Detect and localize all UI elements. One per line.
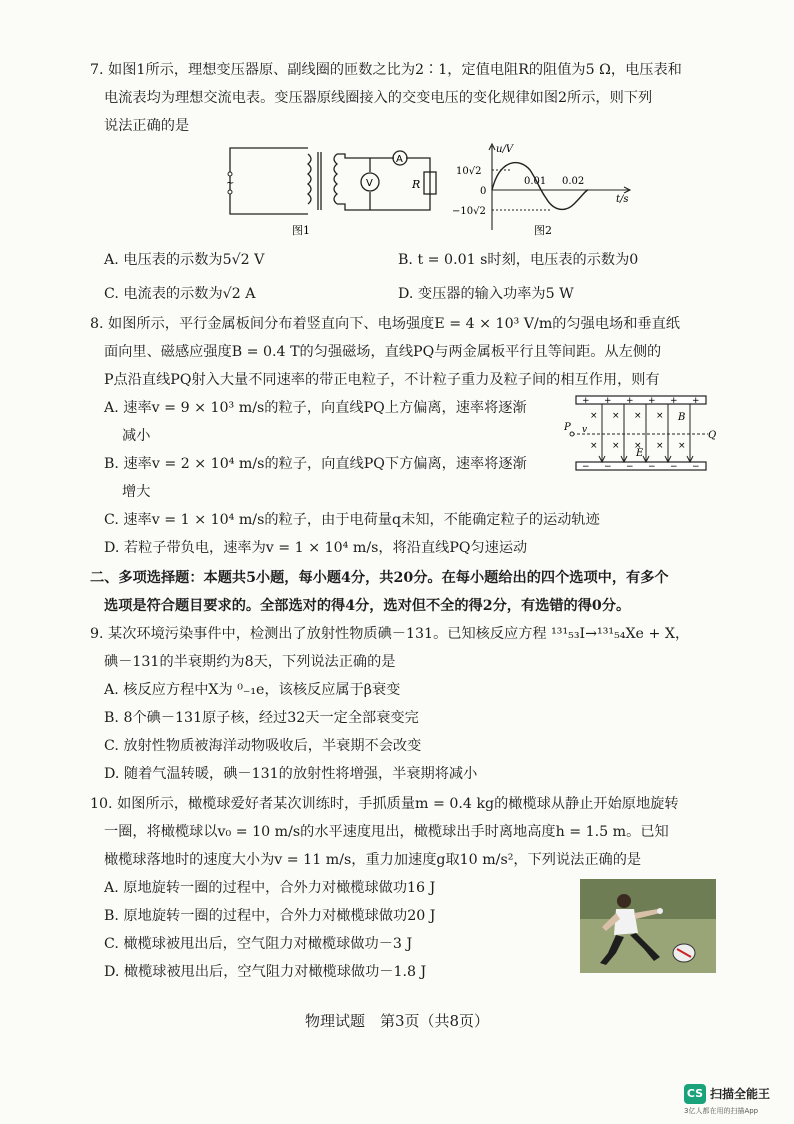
q10-option-a: A. 原地旋转一圈的过程中，合外力对橄榄球做功16 J bbox=[104, 880, 436, 896]
fig2-y-zero: 0 bbox=[480, 186, 487, 197]
plate-plus-2: + bbox=[604, 396, 612, 406]
q10-line-2: 一圈，将橄榄球以v₀ = 10 m/s的水平速度甩出，橄榄球出手时离地高度h = 1.5 m。已知 bbox=[104, 824, 669, 840]
b-cross: × bbox=[612, 441, 620, 451]
q9-line-1: 9. 某次环境污染事件中，检测出了放射性物质碘－131。已知核反应方程 ¹³¹₅₃I→¹³¹₅₄Xe + X， bbox=[90, 626, 690, 642]
b-cross: × bbox=[678, 441, 686, 451]
camscanner-watermark bbox=[684, 1082, 784, 1114]
q7-option-b: B. t = 0.01 s时刻，电压表的示数为0 bbox=[398, 252, 639, 268]
plate-plus-3: + bbox=[626, 396, 634, 406]
plate-minus-4: − bbox=[648, 462, 656, 472]
q10-option-c: C. 橄榄球被甩出后，空气阻力对橄榄球做功－3 J bbox=[104, 936, 413, 952]
plate-plus-6: + bbox=[692, 396, 700, 406]
figure-q8-plates bbox=[564, 392, 716, 476]
q8-option-c: C. 速率v = 1 × 10⁴ m/s的粒子，由于电荷量q未知，不能确定粒子的运动轨迹 bbox=[104, 512, 600, 528]
b-cross: × bbox=[634, 441, 642, 451]
q7-option-c: C. 电流表的示数为√2 A bbox=[104, 286, 256, 302]
b-cross: × bbox=[590, 411, 598, 421]
fig2-y-top: 10√2 bbox=[456, 166, 482, 177]
q8-line-1: 8. 如图所示，平行金属板间分布着竖直向下、电场强度E = 4 × 10³ V/m的匀强电场和垂直纸 bbox=[90, 316, 680, 332]
plate-minus-1: − bbox=[582, 462, 590, 472]
section2-header-2: 选项是符合题目要求的。全部选对的得4分，选对但不全的得2分，有选错的得0分。 bbox=[104, 598, 631, 614]
q8-line-3: P点沿直线PQ射入大量不同速率的带正电粒子，不计粒子重力及粒子间的相互作用，则有 bbox=[104, 372, 660, 388]
b-field-label: B bbox=[678, 412, 686, 423]
b-cross: × bbox=[590, 441, 598, 451]
b-cross: × bbox=[656, 411, 664, 421]
plate-plus-1: + bbox=[582, 396, 590, 406]
fig2-caption: 图2 bbox=[534, 224, 552, 237]
b-cross: × bbox=[656, 441, 664, 451]
plate-plus-5: + bbox=[670, 396, 678, 406]
page-footer: 物理试题 第3页（共8页） bbox=[304, 1012, 490, 1030]
point-p-label: P bbox=[564, 422, 571, 433]
q9-option-a: A. 核反应方程中X为 ⁰₋₁e，该核反应属于β衰变 bbox=[104, 682, 401, 698]
q8-line-2: 面向里、磁感应强度B = 0.4 T的匀强磁场，直线PQ与两金属板平行且等间距。从左侧的 bbox=[104, 344, 662, 360]
q7-option-d: D. 变压器的输入功率为5 W bbox=[398, 286, 574, 302]
q8-option-b: B. 速率v = 2 × 10⁴ m/s的粒子，向直线PQ下方偏离，速率将逐渐 bbox=[104, 456, 527, 472]
camscanner-brand: 扫描全能王 bbox=[710, 1087, 771, 1101]
figure-1-circuit bbox=[220, 140, 460, 240]
fig2-y-bottom: −10√2 bbox=[452, 206, 486, 217]
fig2-t2: 0.02 bbox=[562, 176, 585, 187]
q7-option-a: A. 电压表的示数为5√2 V bbox=[104, 252, 265, 268]
q10-line-3: 橄榄球落地时的速度大小为v = 11 m/s，重力加速度g取10 m/s²，下列说法正确的是 bbox=[104, 852, 642, 868]
q8-option-a-cont: 减小 bbox=[122, 428, 151, 444]
fig1-ammeter-label: A bbox=[396, 154, 403, 165]
point-q-label: Q bbox=[708, 430, 716, 441]
q10-option-d: D. 橄榄球被甩出后，空气阻力对橄榄球做功－1.8 J bbox=[104, 964, 427, 980]
q10-line-1: 10. 如图所示，橄榄球爱好者某次训练时，手抓质量m = 0.4 kg的橄榄球从静止开始原地旋转 bbox=[90, 796, 679, 812]
q8-option-d: D. 若粒子带负电，速率为v = 1 × 10⁴ m/s，将沿直线PQ匀速运动 bbox=[104, 540, 528, 556]
b-cross: × bbox=[634, 411, 642, 421]
q8-option-a: A. 速率v = 9 × 10³ m/s的粒子，向直线PQ上方偏离，速率将逐渐 bbox=[104, 400, 527, 416]
section2-header-1: 二、多项选择题：本题共5小题，每小题4分，共20分。在每小题给出的四个选项中，有多个 bbox=[90, 570, 669, 586]
plate-minus-5: − bbox=[670, 462, 678, 472]
q7-line-2: 电流表均为理想交流电表。变压器原线圈接入的交变电压的变化规律如图2所示，则下列 bbox=[104, 90, 653, 106]
q8-option-b-cont: 增大 bbox=[122, 484, 151, 500]
rugby-player-photo bbox=[580, 879, 716, 973]
rugby-photo-drawing bbox=[580, 879, 716, 973]
q9-option-b: B. 8个碘－131原子核，经过32天一定全部衰变完 bbox=[104, 710, 419, 726]
fig1-resistor-label: R bbox=[412, 178, 421, 191]
camscanner-slogan: 3亿人都在用的扫描App bbox=[684, 1107, 759, 1115]
e-field-label: E bbox=[636, 448, 644, 459]
q10-option-b: B. 原地旋转一圈的过程中，合外力对橄榄球做功20 J bbox=[104, 908, 436, 924]
fig1-source-symbol: ~ bbox=[226, 178, 235, 189]
q7-line-3: 说法正确的是 bbox=[104, 118, 190, 134]
plate-minus-2: − bbox=[604, 462, 612, 472]
figure-2-waveform bbox=[450, 140, 640, 240]
fig1-voltmeter-label: V bbox=[366, 178, 373, 189]
plate-minus-6: − bbox=[692, 462, 700, 472]
fig2-xlabel: t/s bbox=[616, 194, 629, 205]
q9-option-d: D. 随着气温转暖，碘－131的放射性将增强，半衰期将减小 bbox=[104, 766, 478, 782]
camscanner-logo-icon: CS bbox=[684, 1084, 706, 1104]
velocity-label: v bbox=[582, 425, 588, 435]
fig2-ylabel: u/V bbox=[496, 144, 514, 155]
q7-line-1: 7. 如图1所示，理想变压器原、副线圈的匝数之比为2∶1，定值电阻R的阻值为5 Ω，电压表和 bbox=[90, 62, 682, 78]
fig2-t1: 0.01 bbox=[524, 176, 547, 187]
b-cross: × bbox=[612, 411, 620, 421]
plate-minus-3: − bbox=[626, 462, 634, 472]
q9-line-2: 碘－131的半衰期约为8天，下列说法正确的是 bbox=[104, 654, 396, 670]
q9-option-c: C. 放射性物质被海洋动物吸收后，半衰期不会改变 bbox=[104, 738, 422, 754]
plate-plus-4: + bbox=[648, 396, 656, 406]
fig1-caption: 图1 bbox=[292, 224, 310, 237]
